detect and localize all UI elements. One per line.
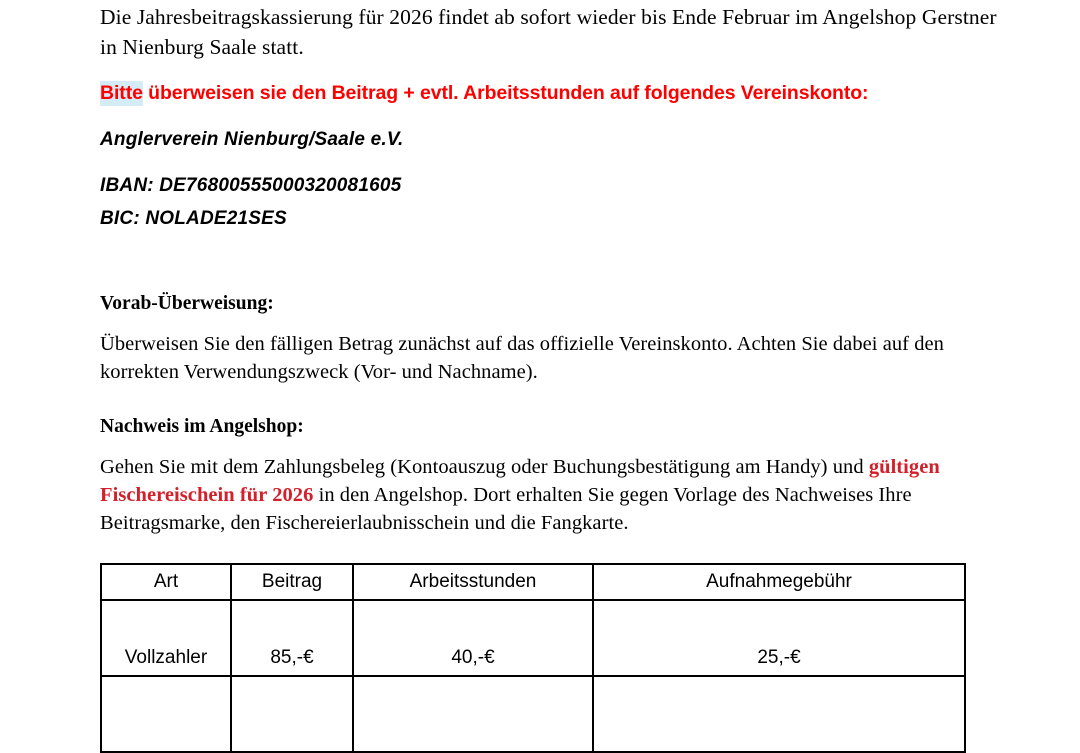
- cell-aufnahmegebuehr: [593, 676, 965, 752]
- cell-beitrag: [231, 676, 353, 752]
- notice-highlighted-word: Bitte: [100, 82, 143, 104]
- table-row: [101, 676, 965, 752]
- document-content: [100, 0, 1000, 753]
- cell-art: [101, 676, 231, 752]
- fee-table-body: [101, 600, 965, 752]
- section-body-vorab-ueberweisung: Überweisen Sie den fälligen Betrag zunächst auf das offizielle Vereinskonto. Achten Sie dabei auf den korrekten Verwendungszweck (Vor- und Nachname).: [100, 333, 944, 383]
- table-header-row: [101, 564, 965, 600]
- column-header-arbeitsstunden: Arbeitsstunden: [353, 564, 593, 600]
- intro-paragraph: Die Jahresbeitragskassierung für 2026 findet ab sofort wieder bis Ende Februar im Angelshop Gerstner in Nienburg Saale statt.: [100, 5, 997, 59]
- section-heading-vorab-ueberweisung: Vorab-Überweisung:: [100, 293, 274, 314]
- section-body-nachweis-im-angelshop: [100, 453, 1000, 537]
- fee-table-wrapper: [100, 563, 956, 753]
- payment-notice: [100, 80, 1000, 106]
- cell-arbeitsstunden: [353, 676, 593, 752]
- bank-bic: BIC: NOLADE21SES: [100, 208, 287, 229]
- nachweis-body-part1: Gehen Sie mit dem Zahlungsbeleg (Kontoauszug oder Buchungsbestätigung am Handy) und: [100, 456, 869, 478]
- column-header-art: Art: [101, 564, 231, 600]
- table-row: [101, 600, 965, 676]
- fee-table: [100, 563, 966, 753]
- cell-aufnahmegebuehr: 25,-€: [593, 600, 965, 676]
- fee-table-header: [101, 564, 965, 600]
- column-header-aufnahmegebuehr: Aufnahmegebühr: [593, 564, 965, 600]
- bank-account-name: Anglerverein Nienburg/Saale e.V.: [100, 129, 404, 150]
- column-header-beitrag: Beitrag: [231, 564, 353, 600]
- cell-beitrag: 85,-€: [231, 600, 353, 676]
- cell-arbeitsstunden: 40,-€: [353, 600, 593, 676]
- notice-rest-text: überweisen sie den Beitrag + evtl. Arbeitsstunden auf folgendes Vereinskonto:: [142, 82, 869, 104]
- nachweis-body-emphasis: gültigen Fischereischein für 2026: [100, 456, 940, 506]
- nachweis-body-part2: in den Angelshop. Dort erhalten Sie gegen Vorlage des Nachweises Ihre Beitragsmarke, den Fischereierlaubnisschein und die Fangkarte.: [100, 484, 912, 534]
- cell-art: Vollzahler: [101, 600, 231, 676]
- section-heading-nachweis-im-angelshop: Nachweis im Angelshop:: [100, 416, 304, 437]
- bank-iban: IBAN: DE76800555000320081605: [100, 175, 402, 196]
